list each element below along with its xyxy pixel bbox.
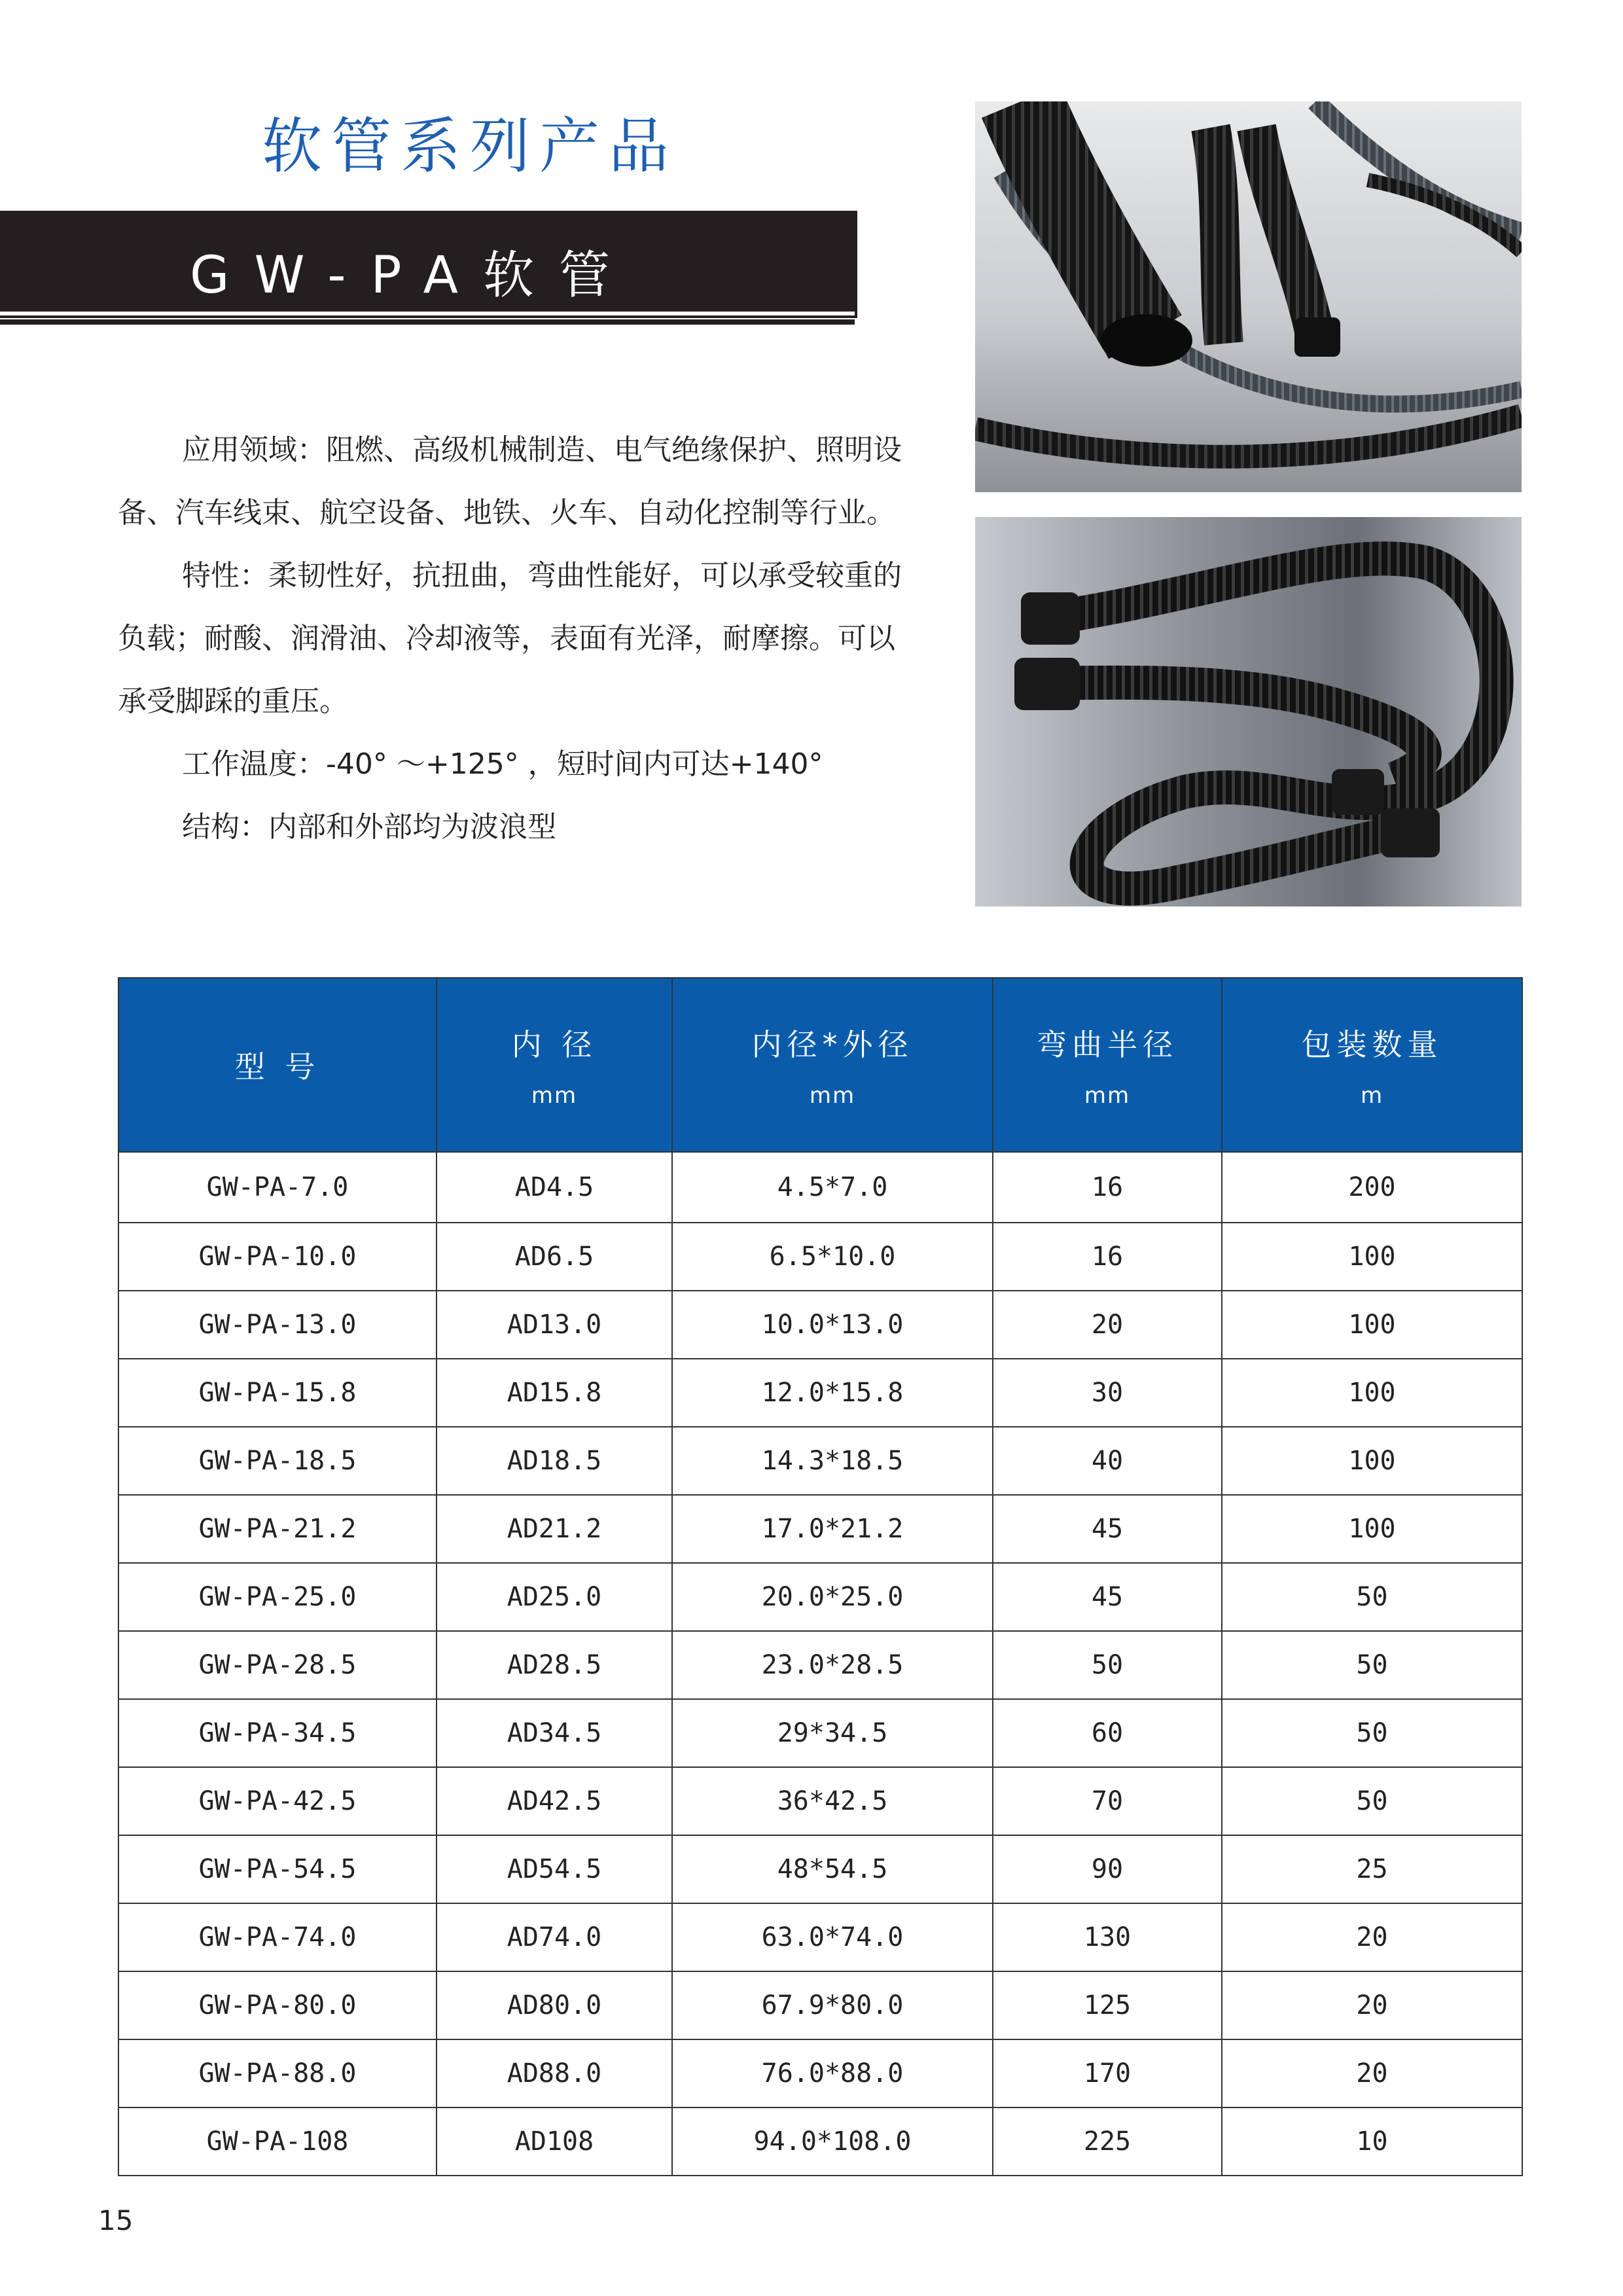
cell-model: GW-PA-88.0 bbox=[118, 2039, 437, 2108]
cell-inner-diameter: AD21.2 bbox=[437, 1495, 672, 1563]
cell-model: GW-PA-42.5 bbox=[118, 1767, 437, 1835]
cell-bend-radius: 90 bbox=[993, 1835, 1222, 1903]
temperature-text: 工作温度：-40° ～+125° ，短时间内可达+140° bbox=[182, 747, 823, 781]
series-title: 软管系列产品 bbox=[262, 111, 679, 181]
table-row bbox=[118, 1563, 1522, 1631]
cell-inner-diameter: AD88.0 bbox=[437, 2039, 672, 2108]
cell-bend-radius: 125 bbox=[993, 1971, 1222, 2039]
cell-bend-radius: 70 bbox=[993, 1767, 1222, 1835]
cell-inner-diameter: AD54.5 bbox=[437, 1835, 672, 1903]
cell-inner-outer: 6.5*10.0 bbox=[672, 1223, 993, 1291]
cell-model: GW-PA-74.0 bbox=[118, 1903, 437, 1971]
cell-inner-diameter: AD42.5 bbox=[437, 1767, 672, 1835]
table-row bbox=[118, 2108, 1522, 2176]
product-title: GW-PA软管 bbox=[190, 246, 635, 305]
cell-bend-radius: 170 bbox=[993, 2039, 1222, 2108]
cell-bend-radius: 20 bbox=[993, 1291, 1222, 1359]
header-bend-radius-unit: mm bbox=[1084, 1083, 1131, 1109]
cell-inner-outer: 12.0*15.8 bbox=[672, 1359, 993, 1427]
cell-model: GW-PA-13.0 bbox=[118, 1291, 437, 1359]
table-row bbox=[118, 1152, 1522, 1223]
table-row bbox=[118, 1767, 1522, 1835]
cell-bend-radius: 16 bbox=[993, 1223, 1222, 1291]
cell-inner-diameter: AD13.0 bbox=[437, 1291, 672, 1359]
cell-package-qty: 20 bbox=[1222, 2039, 1522, 2108]
features-text: 特性：柔韧性好，抗扭曲，弯曲性能好，可以承受较重的负载；耐酸、润滑油、冷却液等，表面有光泽，耐摩擦。可以承受脚踩的重压。 bbox=[118, 559, 902, 718]
cell-inner-diameter: AD28.5 bbox=[437, 1631, 672, 1699]
cell-bend-radius: 40 bbox=[993, 1427, 1222, 1495]
spec-table-body bbox=[118, 1152, 1522, 2176]
cell-inner-outer: 48*54.5 bbox=[672, 1835, 993, 1903]
page-number: 15 bbox=[98, 2204, 134, 2236]
header-model-label: 型 号 bbox=[234, 1049, 321, 1085]
cell-inner-diameter: AD6.5 bbox=[437, 1223, 672, 1291]
cell-inner-diameter: AD25.0 bbox=[437, 1563, 672, 1631]
header-inner-diameter-label: 内 径 bbox=[511, 1027, 597, 1062]
cell-package-qty: 100 bbox=[1222, 1359, 1522, 1427]
cell-inner-diameter: AD80.0 bbox=[437, 1971, 672, 2039]
cell-package-qty: 50 bbox=[1222, 1631, 1522, 1699]
header-bend-radius-label: 弯曲半径 bbox=[1037, 1027, 1178, 1062]
cell-model: GW-PA-108 bbox=[118, 2108, 437, 2176]
cell-inner-outer: 14.3*18.5 bbox=[672, 1427, 993, 1495]
cell-package-qty: 100 bbox=[1222, 1495, 1522, 1563]
header-package-qty-unit: m bbox=[1360, 1083, 1384, 1109]
cell-package-qty: 10 bbox=[1222, 2108, 1522, 2176]
cell-inner-outer: 17.0*21.2 bbox=[672, 1495, 993, 1563]
cell-package-qty: 20 bbox=[1222, 1971, 1522, 2039]
table-row bbox=[118, 1903, 1522, 1971]
cell-package-qty: 100 bbox=[1222, 1291, 1522, 1359]
cell-inner-diameter: AD15.8 bbox=[437, 1359, 672, 1427]
header-model bbox=[118, 978, 437, 1152]
product-description bbox=[118, 419, 923, 859]
cell-package-qty: 50 bbox=[1222, 1563, 1522, 1631]
cell-inner-outer: 76.0*88.0 bbox=[672, 2039, 993, 2108]
cell-bend-radius: 50 bbox=[993, 1631, 1222, 1699]
table-row bbox=[118, 1359, 1522, 1427]
header-inner-diameter-unit: mm bbox=[531, 1083, 578, 1109]
cell-package-qty: 50 bbox=[1222, 1699, 1522, 1767]
cell-inner-diameter: AD4.5 bbox=[437, 1152, 672, 1223]
cell-inner-diameter: AD74.0 bbox=[437, 1903, 672, 1971]
table-header-row bbox=[118, 978, 1522, 1152]
cell-inner-outer: 4.5*7.0 bbox=[672, 1152, 993, 1223]
cell-package-qty: 25 bbox=[1222, 1835, 1522, 1903]
header-inner-outer-label: 内径*外径 bbox=[751, 1027, 914, 1062]
table-row bbox=[118, 1835, 1522, 1903]
table-row bbox=[118, 1223, 1522, 1291]
table-row bbox=[118, 1699, 1522, 1767]
cell-model: GW-PA-28.5 bbox=[118, 1631, 437, 1699]
cell-bend-radius: 45 bbox=[993, 1495, 1222, 1563]
product-photo-coiled-hoses bbox=[975, 101, 1522, 492]
cell-package-qty: 50 bbox=[1222, 1767, 1522, 1835]
table-row bbox=[118, 1631, 1522, 1699]
cell-bend-radius: 225 bbox=[993, 2108, 1222, 2176]
cell-model: GW-PA-18.5 bbox=[118, 1427, 437, 1495]
cell-package-qty: 100 bbox=[1222, 1223, 1522, 1291]
header-inner-outer-unit: mm bbox=[809, 1083, 856, 1109]
header-package-qty-label: 包装数量 bbox=[1301, 1027, 1443, 1062]
spec-table bbox=[118, 977, 1523, 2176]
cell-inner-outer: 94.0*108.0 bbox=[672, 2108, 993, 2176]
cell-model: GW-PA-15.8 bbox=[118, 1359, 437, 1427]
cell-model: GW-PA-10.0 bbox=[118, 1223, 437, 1291]
cell-inner-outer: 63.0*74.0 bbox=[672, 1903, 993, 1971]
cell-inner-outer: 29*34.5 bbox=[672, 1699, 993, 1767]
application-text: 应用领域：阻燃、高级机械制造、电气绝缘保护、照明设备、汽车线束、航空设备、地铁、火车、自动化控制等行业。 bbox=[118, 433, 902, 529]
cell-inner-outer: 10.0*13.0 bbox=[672, 1291, 993, 1359]
cell-package-qty: 100 bbox=[1222, 1427, 1522, 1495]
cell-model: GW-PA-80.0 bbox=[118, 1971, 437, 2039]
cell-inner-outer: 36*42.5 bbox=[672, 1767, 993, 1835]
cell-bend-radius: 60 bbox=[993, 1699, 1222, 1767]
table-row bbox=[118, 1971, 1522, 2039]
header-package-qty bbox=[1222, 978, 1522, 1152]
cell-package-qty: 200 bbox=[1222, 1152, 1522, 1223]
banner-underline bbox=[0, 319, 855, 325]
cell-bend-radius: 30 bbox=[993, 1359, 1222, 1427]
cell-inner-diameter: AD108 bbox=[437, 2108, 672, 2176]
cell-model: GW-PA-7.0 bbox=[118, 1152, 437, 1223]
table-row bbox=[118, 1427, 1522, 1495]
header-inner-outer-diameter bbox=[672, 978, 993, 1152]
cell-model: GW-PA-21.2 bbox=[118, 1495, 437, 1563]
table-row bbox=[118, 1495, 1522, 1563]
cell-bend-radius: 16 bbox=[993, 1152, 1222, 1223]
cell-inner-outer: 20.0*25.0 bbox=[672, 1563, 993, 1631]
cell-inner-outer: 23.0*28.5 bbox=[672, 1631, 993, 1699]
table-row bbox=[118, 1291, 1522, 1359]
table-row bbox=[118, 2039, 1522, 2108]
cell-model: GW-PA-34.5 bbox=[118, 1699, 437, 1767]
header-bend-radius bbox=[993, 978, 1222, 1152]
structure-text: 结构：内部和外部均为波浪型 bbox=[182, 810, 556, 844]
header-inner-diameter bbox=[437, 978, 672, 1152]
cell-inner-outer: 67.9*80.0 bbox=[672, 1971, 993, 2039]
cell-bend-radius: 45 bbox=[993, 1563, 1222, 1631]
cell-model: GW-PA-54.5 bbox=[118, 1835, 437, 1903]
cell-package-qty: 20 bbox=[1222, 1903, 1522, 1971]
cell-inner-diameter: AD34.5 bbox=[437, 1699, 672, 1767]
cell-inner-diameter: AD18.5 bbox=[437, 1427, 672, 1495]
cell-model: GW-PA-25.0 bbox=[118, 1563, 437, 1631]
cell-bend-radius: 130 bbox=[993, 1903, 1222, 1971]
product-photo-hoses-with-connectors bbox=[975, 517, 1522, 906]
